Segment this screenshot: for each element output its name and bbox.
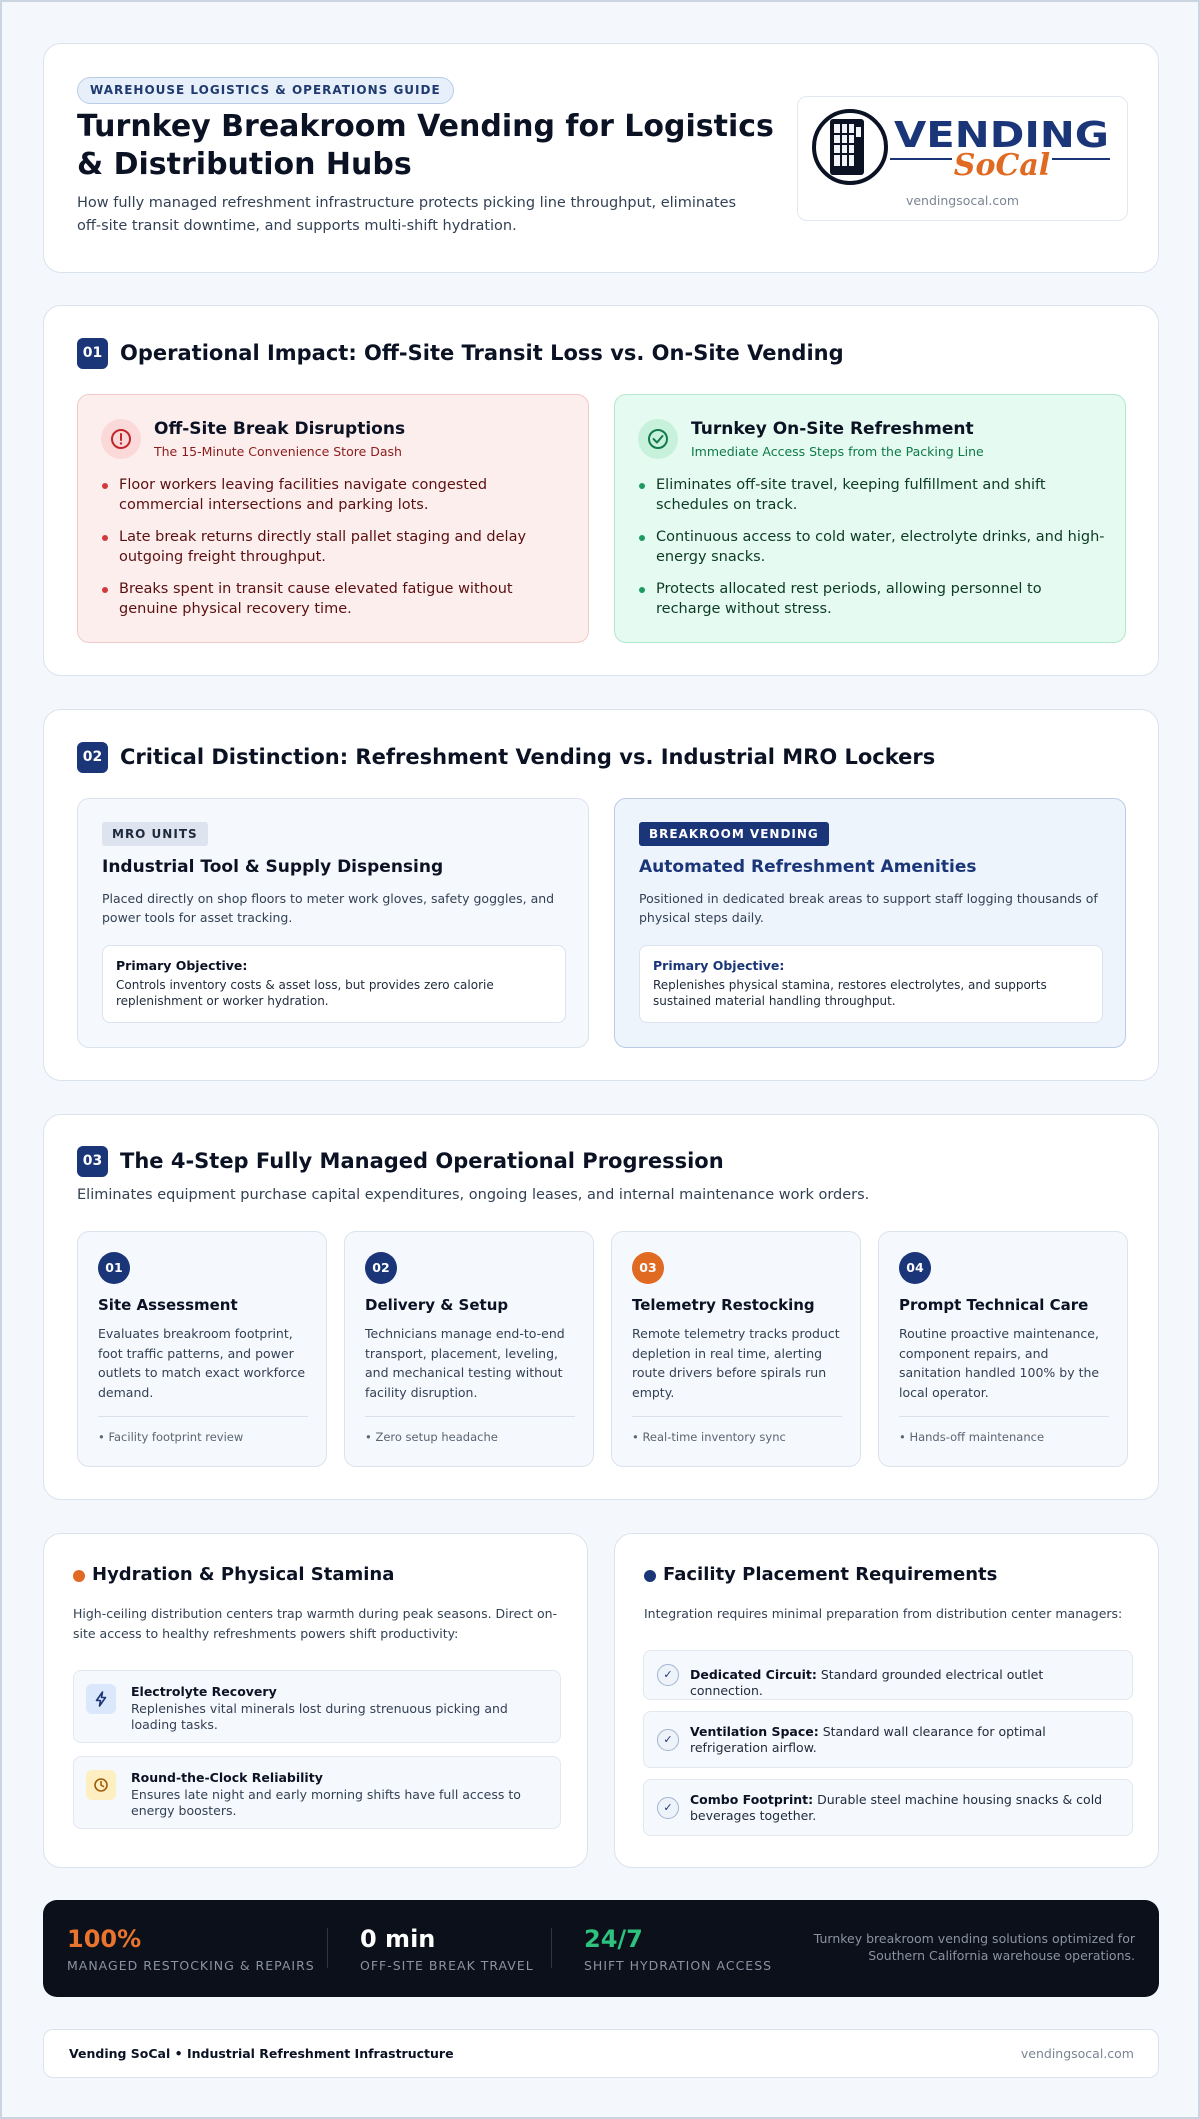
header-card bbox=[43, 43, 1159, 273]
divider bbox=[365, 1416, 575, 1417]
requirement-ventilation-space bbox=[643, 1711, 1133, 1768]
card-title: Hydration & Physical Stamina bbox=[92, 1564, 395, 1585]
primary-objective-box bbox=[639, 945, 1103, 1023]
divider bbox=[632, 1416, 842, 1417]
stats-note: Turnkey breakroom vending solutions optimized for Southern California warehouse operations. bbox=[813, 1931, 1135, 1963]
onsite-refreshment-panel bbox=[614, 394, 1126, 643]
stat-label: MANAGED RESTOCKING & REPAIRS bbox=[67, 1958, 315, 1973]
step-number: 04 bbox=[899, 1252, 931, 1284]
list-item: Floor workers leaving facilities navigate congested commercial intersections and parking lots. bbox=[101, 475, 571, 515]
requirement-text bbox=[690, 1667, 1120, 1699]
objective-label: Primary Objective: bbox=[116, 958, 248, 973]
panel-title: Off-Site Break Disruptions bbox=[154, 419, 406, 439]
page bbox=[2, 2, 1198, 2117]
requirement-label: Ventilation Space: bbox=[690, 1724, 819, 1739]
footer bbox=[43, 2029, 1159, 2078]
step-card-delivery-setup bbox=[344, 1231, 594, 1467]
mro-units-card bbox=[77, 798, 589, 1048]
step-note: • Real-time inventory sync bbox=[632, 1430, 786, 1444]
requirement-dedicated-circuit bbox=[643, 1650, 1133, 1700]
list-item: Late break returns directly stall pallet staging and delay outgoing freight throughput. bbox=[101, 527, 571, 567]
objective-text: Controls inventory costs & asset loss, but provides zero calorie replenishment or worker hydration. bbox=[116, 978, 494, 1008]
page-title: Turnkey Breakroom Vending for Logistics & Distribution Hubs bbox=[77, 109, 774, 182]
check-icon: ✓ bbox=[657, 1664, 679, 1686]
stat-divider bbox=[327, 1928, 328, 1968]
section-operational-impact bbox=[43, 305, 1159, 676]
disruption-list bbox=[101, 475, 571, 631]
mro-tag: MRO UNITS bbox=[102, 822, 208, 846]
requirement-detail: Standard grounded electrical outlet connection. bbox=[690, 1667, 1044, 1698]
navy-dot bbox=[644, 1570, 656, 1582]
list-item: Continuous access to cold water, electrolyte drinks, and high-energy snacks. bbox=[638, 527, 1108, 567]
hydration-card bbox=[43, 1533, 588, 1868]
logo-script-text: SoCal bbox=[953, 148, 1051, 183]
step-title: Delivery & Setup bbox=[365, 1296, 509, 1314]
stat-value: 0 min bbox=[360, 1925, 436, 1953]
section-number: 02 bbox=[77, 742, 108, 773]
step-description: Remote telemetry tracks product depletion in real time, alerting route drivers before spirals run empty. bbox=[632, 1326, 840, 1400]
feature-round-the-clock bbox=[73, 1756, 561, 1829]
step-description: Technicians manage end-to-end transport, placement, leveling, and mechanical testing without facility disruption. bbox=[365, 1326, 565, 1400]
requirement-label: Combo Footprint: bbox=[690, 1792, 814, 1807]
card-title: Facility Placement Requirements bbox=[663, 1564, 998, 1585]
primary-objective-box bbox=[102, 945, 566, 1023]
list-item: Eliminates off-site travel, keeping fulfillment and shift schedules on track. bbox=[638, 475, 1108, 515]
offsite-disruptions-panel bbox=[77, 394, 589, 643]
breakroom-tag: BREAKROOM VENDING bbox=[639, 822, 829, 846]
alert-circle-icon bbox=[101, 419, 141, 459]
section-subtitle: Eliminates equipment purchase capital expenditures, ongoing leases, and internal maintenance work orders. bbox=[77, 1187, 870, 1203]
guide-badge: WAREHOUSE LOGISTICS & OPERATIONS GUIDE bbox=[77, 77, 454, 104]
step-card-telemetry-restocking bbox=[611, 1231, 861, 1467]
check-circle-icon bbox=[638, 419, 678, 459]
stat-divider bbox=[551, 1928, 552, 1968]
requirement-detail: Standard wall clearance for optimal refrigeration airflow. bbox=[690, 1724, 1046, 1755]
stat-managed-restocking bbox=[67, 1924, 315, 1973]
feature-text: Ensures late night and early morning shifts have full access to energy boosters. bbox=[131, 1787, 521, 1818]
benefit-list bbox=[638, 475, 1108, 631]
step-description: Evaluates breakroom footprint, foot traffic patterns, and power outlets to match exact workforce demand. bbox=[98, 1326, 306, 1400]
clock-icon bbox=[86, 1770, 116, 1800]
feature-text: Replenishes vital minerals lost during strenuous picking and loading tasks. bbox=[131, 1701, 508, 1732]
card-title: Industrial Tool & Supply Dispensing bbox=[102, 857, 444, 877]
card-description: Integration requires minimal preparation from distribution center managers: bbox=[644, 1606, 1123, 1621]
stat-hydration-access bbox=[584, 1924, 772, 1973]
feature-title: Round-the-Clock Reliability bbox=[131, 1770, 323, 1785]
step-title: Site Assessment bbox=[98, 1296, 238, 1314]
panel-subtitle: The 15-Minute Convenience Store Dash bbox=[154, 444, 402, 459]
vending-socal-logo bbox=[812, 109, 1115, 189]
stat-value: 100% bbox=[67, 1925, 142, 1953]
step-number: 03 bbox=[632, 1252, 664, 1284]
section-number: 03 bbox=[77, 1146, 108, 1177]
requirement-combo-footprint bbox=[643, 1779, 1133, 1836]
section-4-step-progression bbox=[43, 1114, 1159, 1500]
card-title: Automated Refreshment Amenities bbox=[639, 857, 977, 877]
card-description: Placed directly on shop floors to meter work gloves, safety goggles, and power tools for asset tracking. bbox=[102, 891, 555, 925]
step-note: • Facility footprint review bbox=[98, 1430, 244, 1444]
list-item: Protects allocated rest periods, allowing personnel to recharge without stress. bbox=[638, 579, 1108, 619]
orange-dot bbox=[73, 1570, 85, 1582]
list-item: Breaks spent in transit cause elevated fatigue without genuine physical recovery time. bbox=[101, 579, 571, 619]
logo-main-text: VENDING bbox=[894, 115, 1109, 156]
lightning-icon bbox=[86, 1684, 116, 1714]
step-number: 01 bbox=[98, 1252, 130, 1284]
requirement-label: Dedicated Circuit: bbox=[690, 1667, 817, 1682]
step-card-site-assessment bbox=[77, 1231, 327, 1467]
panel-subtitle: Immediate Access Steps from the Packing Line bbox=[691, 444, 984, 459]
stat-offsite-travel bbox=[360, 1924, 534, 1973]
placement-requirements-card bbox=[614, 1533, 1159, 1868]
feature-title: Electrolyte Recovery bbox=[131, 1684, 277, 1699]
panel-title: Turnkey On-Site Refreshment bbox=[691, 419, 974, 439]
card-description: Positioned in dedicated break areas to support staff logging thousands of physical steps daily. bbox=[639, 891, 1098, 925]
step-number: 02 bbox=[365, 1252, 397, 1284]
check-icon: ✓ bbox=[657, 1797, 679, 1819]
step-title: Prompt Technical Care bbox=[899, 1296, 1089, 1314]
section-title: Critical Distinction: Refreshment Vending vs. Industrial MRO Lockers bbox=[120, 745, 936, 769]
requirement-text bbox=[690, 1792, 1120, 1824]
page-subtitle: How fully managed refreshment infrastructure protects picking line throughput, eliminates off-site transit downtime, and supports multi-shift hydration. bbox=[77, 195, 737, 234]
section-title: Operational Impact: Off-Site Transit Loss vs. On-Site Vending bbox=[120, 341, 844, 365]
step-note: • Hands-off maintenance bbox=[899, 1430, 1045, 1444]
logo-box[interactable] bbox=[797, 96, 1128, 221]
check-icon: ✓ bbox=[657, 1729, 679, 1751]
requirement-text bbox=[690, 1724, 1120, 1756]
section-number: 01 bbox=[77, 338, 108, 369]
objective-label: Primary Objective: bbox=[653, 958, 785, 973]
divider bbox=[899, 1416, 1109, 1417]
card-description: High-ceiling distribution centers trap warmth during peak seasons. Direct on-site access to healthy refreshments powers shift productivity: bbox=[73, 1606, 558, 1641]
feature-electrolyte-recovery bbox=[73, 1670, 561, 1743]
footer-url[interactable]: vendingsocal.com bbox=[1020, 2046, 1134, 2061]
stat-label: OFF-SITE BREAK TRAVEL bbox=[360, 1958, 534, 1973]
section-title: The 4-Step Fully Managed Operational Progression bbox=[120, 1149, 724, 1173]
step-description: Routine proactive maintenance, component repairs, and sanitation handled 100% by the local operator. bbox=[899, 1326, 1100, 1400]
step-note: • Zero setup headache bbox=[365, 1430, 498, 1444]
divider bbox=[98, 1416, 308, 1417]
step-card-technical-care bbox=[878, 1231, 1128, 1467]
requirement-detail: Durable steel machine housing snacks & cold beverages together. bbox=[690, 1792, 1103, 1823]
logo-url[interactable]: vendingsocal.com bbox=[905, 193, 1020, 208]
section-critical-distinction bbox=[43, 709, 1159, 1081]
stat-label: SHIFT HYDRATION ACCESS bbox=[584, 1958, 773, 1973]
objective-text: Replenishes physical stamina, restores electrolytes, and supports sustained material handling throughput. bbox=[653, 978, 1047, 1008]
stat-value: 24/7 bbox=[584, 1925, 643, 1953]
breakroom-vending-card bbox=[614, 798, 1126, 1048]
step-title: Telemetry Restocking bbox=[632, 1296, 815, 1314]
stats-bar bbox=[43, 1900, 1159, 1997]
footer-brand: Vending SoCal • Industrial Refreshment Infrastructure bbox=[69, 2046, 454, 2061]
